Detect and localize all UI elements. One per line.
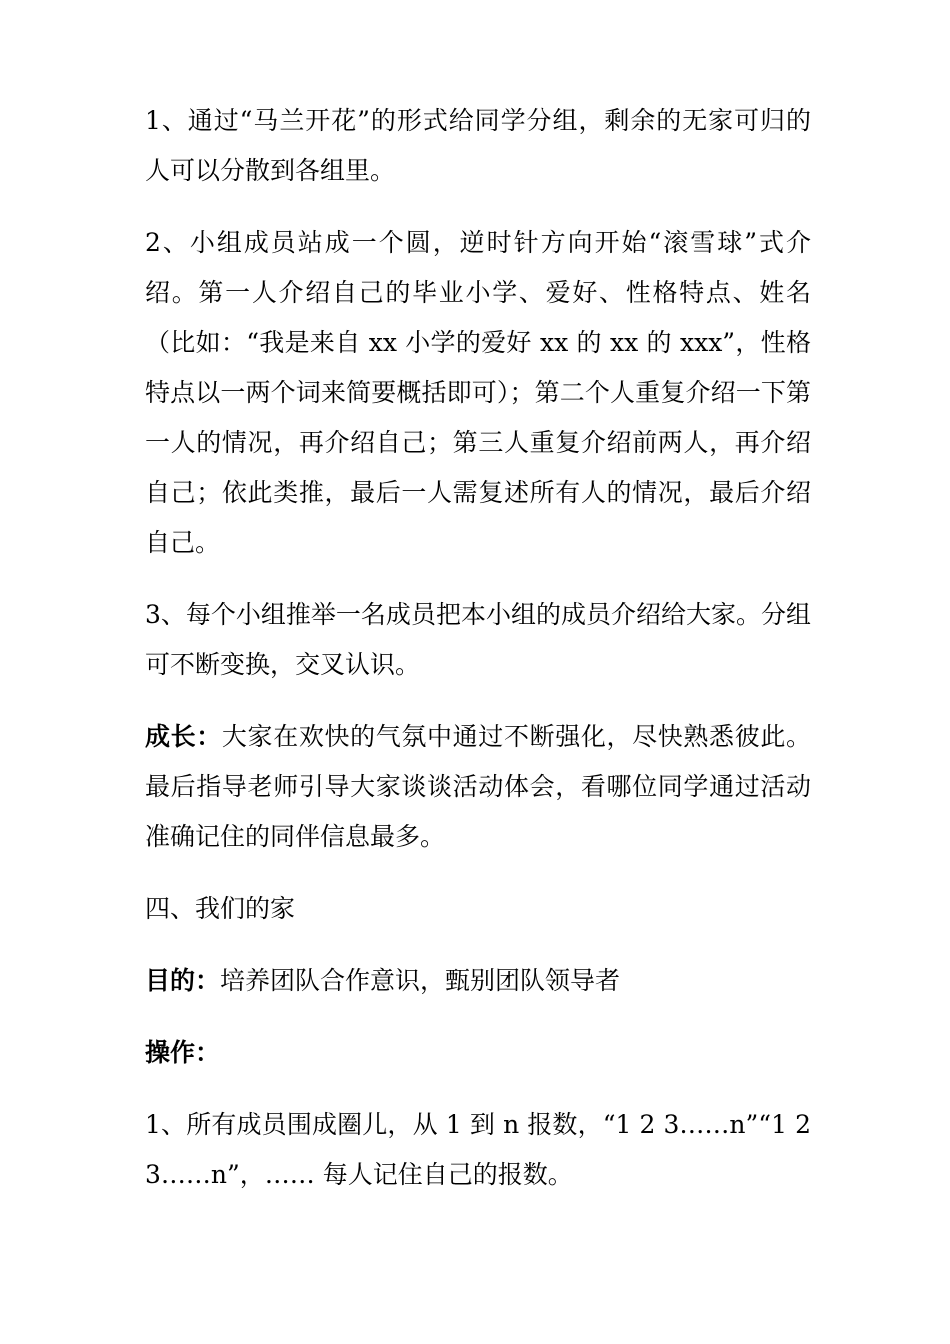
paragraph-text: 1、所有成员围成圈儿，从 1 到 n 报数，“1 2 3……n”“1 2 3……n”，…… 每人记住自己的报数。	[145, 1110, 811, 1189]
paragraph-text: 大家在欢快的气氛中通过不断强化，尽快熟悉彼此。最后指导老师引导大家谈谈活动体会，看哪位同学通过活动准确记住的同伴信息最多。	[145, 722, 811, 851]
paragraph-text: 四、我们的家	[145, 894, 296, 923]
paragraph-label: 操作：	[145, 1038, 221, 1067]
paragraph-count-off	[145, 1100, 811, 1200]
paragraph-snowball-intro	[145, 218, 811, 568]
paragraph-growth	[145, 712, 811, 862]
paragraph-text: 培养团队合作意识，甄别团队领导者	[220, 966, 621, 995]
paragraph-text: 2、小组成员站成一个圆，逆时针方向开始“滚雪球”式介绍。第一人介绍自己的毕业小学、爱好、性格特点、姓名（比如：“我是来自 xx 小学的爱好 xx 的 xx 的 xxx”，性格特点以一两个词来简要概括即可）；第二个人重复介绍一下第一人的情况，再介绍自己；第三人重复介绍前两人，再介绍自己；依此类推，最后一人需复述所有人的情况，最后介绍自己。	[145, 228, 811, 557]
paragraph-label: 成长：	[145, 722, 222, 751]
paragraph-group-introduction	[145, 590, 811, 690]
paragraph-purpose	[145, 956, 811, 1006]
paragraph-grouping-method	[145, 96, 811, 196]
document-page	[145, 96, 811, 1222]
section-heading-our-home	[145, 884, 811, 934]
paragraph-text: 1、通过“马兰开花”的形式给同学分组，剩余的无家可归的人可以分散到各组里。	[145, 106, 811, 185]
paragraph-operation-heading	[145, 1028, 811, 1078]
paragraph-label: 目的：	[145, 966, 221, 995]
paragraph-text: 3、每个小组推举一名成员把本小组的成员介绍给大家。分组可不断变换，交叉认识。	[145, 600, 811, 679]
